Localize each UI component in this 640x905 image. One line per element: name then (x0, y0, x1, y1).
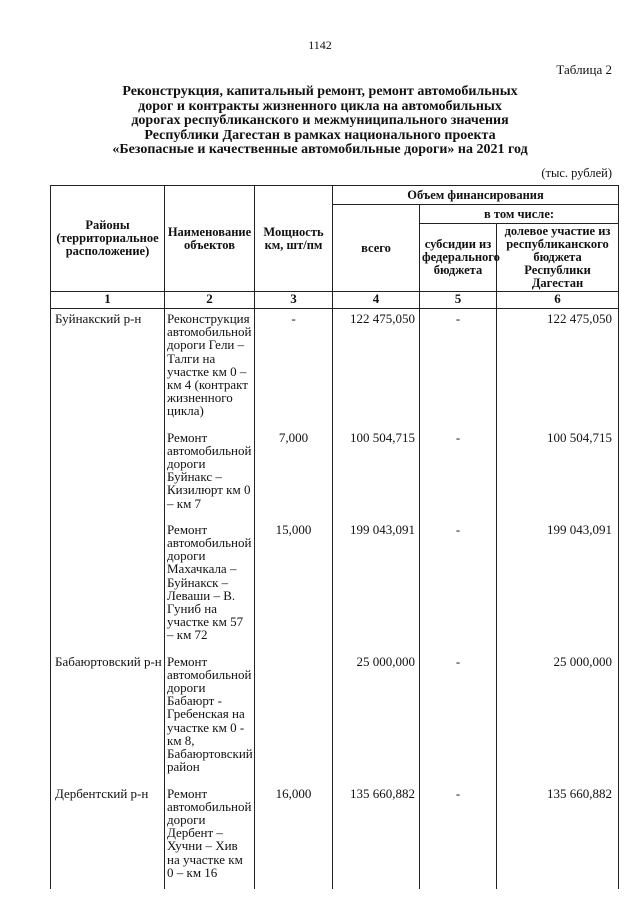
district-cell (51, 520, 165, 652)
federal-cell: - (420, 652, 497, 784)
total-cell: 199 043,091 (333, 520, 420, 652)
republic-cell: 122 475,050 (497, 309, 619, 428)
units-note: (тыс. рублей) (541, 166, 612, 180)
header-total: всего (333, 205, 420, 292)
header-federal: субсидии из федерального бюджета (420, 224, 497, 292)
district-cell (51, 428, 165, 520)
column-number: 1 (51, 292, 165, 309)
financing-table (50, 185, 619, 889)
republic-cell: 25 000,000 (497, 652, 619, 784)
table-row (51, 652, 619, 784)
table-label: Таблица 2 (556, 62, 612, 77)
title-line: Республики Дагестан в рамках национального проекта (144, 127, 496, 143)
district-cell: Бабаюртовский р-н (51, 652, 165, 784)
federal-cell: - (420, 784, 497, 889)
title-line: «Безопасные и качественные автомобильные дороги» на 2021 год (112, 142, 528, 157)
federal-cell: - (420, 428, 497, 520)
table-row (51, 428, 619, 520)
document-title (60, 85, 580, 158)
header-district: Районы (территориальное расположение) (51, 186, 165, 292)
column-number: 6 (497, 292, 619, 309)
column-number: 2 (165, 292, 255, 309)
republic-cell: 100 504,715 (497, 428, 619, 520)
republic-cell: 135 660,882 (497, 784, 619, 889)
header-including: в том числе: (420, 205, 619, 224)
capacity-cell: 7,000 (255, 428, 333, 520)
federal-cell: - (420, 309, 497, 428)
object-cell: Ремонт автомобильной дороги Буйнакс – Кизилюрт км 0 – км 7 (165, 428, 255, 520)
title-line: дорогах республиканского и межмуниципального значения (131, 113, 509, 128)
total-cell: 25 000,000 (333, 652, 420, 784)
header-republic: долевое участие из республиканского бюджета Республики Дагестан (497, 224, 619, 292)
table-row (51, 520, 619, 652)
total-cell: 135 660,882 (333, 784, 420, 889)
total-cell: 122 475,050 (333, 309, 420, 428)
object-cell: Ремонт автомобильной дороги Махачкала – Буйнакск – Леваши – В. Гуниб на участке км 57 – км 72 (165, 520, 255, 652)
object-cell: Ремонт автомобильной дороги Дербент – Хучни – Хив на участке км 0 – км 16 (165, 784, 255, 889)
column-number: 4 (333, 292, 420, 309)
capacity-cell: 15,000 (255, 520, 333, 652)
table-row (51, 309, 619, 428)
page-number: 1142 (308, 38, 332, 52)
district-cell: Дербентский р-н (51, 784, 165, 889)
object-cell: Ремонт автомобильной дороги Бабаюрт - Гребенская на участке км 0 - км 8, Бабаюртовский район (165, 652, 255, 784)
title-line: Реконструкция, капитальный ремонт, ремонт автомобильных (122, 84, 518, 99)
table-row (51, 784, 619, 889)
object-cell: Реконструкция автомобильной дороги Гели – Талги на участке км 0 – км 4 (контракт жизненного цикла) (165, 309, 255, 428)
capacity-cell: 16,000 (255, 784, 333, 889)
header-capacity: Мощность км, шт/пм (255, 186, 333, 292)
capacity-cell (255, 652, 333, 784)
district-cell: Буйнакский р-н (51, 309, 165, 428)
capacity-cell: - (255, 309, 333, 428)
header-object: Наименование объектов (165, 186, 255, 292)
column-number: 5 (420, 292, 497, 309)
title-line: дорог и контракты жизненного цикла на автомобильных (138, 98, 502, 114)
header-financing: Объем финансирования (333, 186, 619, 205)
republic-cell: 199 043,091 (497, 520, 619, 652)
total-cell: 100 504,715 (333, 428, 420, 520)
federal-cell: - (420, 520, 497, 652)
column-number: 3 (255, 292, 333, 309)
